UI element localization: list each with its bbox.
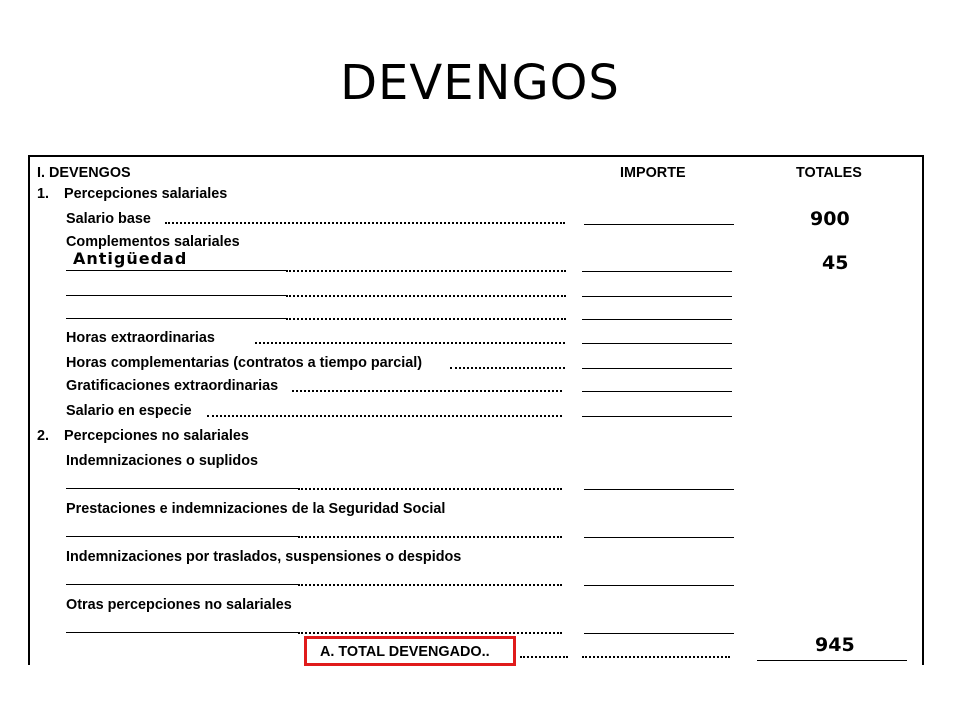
salario-base-total: 900 xyxy=(810,208,850,230)
group2-heading: Percepciones no salariales xyxy=(64,427,249,444)
importe-blank xyxy=(582,416,732,417)
importe-blank xyxy=(584,537,734,538)
leader-dots xyxy=(298,632,562,634)
indemnizaciones-suplidos-label: Indemnizaciones o suplidos xyxy=(66,452,259,469)
leader-dots xyxy=(286,295,566,297)
leader-dots xyxy=(582,656,730,658)
indemnizaciones-traslados-label: Indemnizaciones por traslados, suspensiones o despidos xyxy=(66,548,462,565)
group1-number: 1. xyxy=(37,185,50,202)
leader-dots xyxy=(520,656,568,658)
salario-especie-label: Salario en especie xyxy=(66,402,192,419)
blank-line xyxy=(66,584,298,585)
importe-blank xyxy=(584,585,734,586)
antiguedad-total: 45 xyxy=(822,252,849,274)
importe-blank xyxy=(584,489,734,490)
blank-line xyxy=(66,488,298,489)
importe-blank xyxy=(582,296,732,297)
importe-blank xyxy=(582,368,732,369)
leader-dots xyxy=(255,342,565,344)
blank-line xyxy=(66,295,286,296)
total-blank xyxy=(757,660,907,661)
leader-dots xyxy=(286,270,566,272)
leader-dots xyxy=(298,488,562,490)
group2-number: 2. xyxy=(37,427,50,444)
section-heading: I. DEVENGOS xyxy=(37,164,131,181)
importe-blank xyxy=(584,633,734,634)
form-top-border xyxy=(30,155,922,157)
antiguedad-label: Antigüedad xyxy=(73,249,188,268)
leader-dots xyxy=(292,390,562,392)
leader-dots xyxy=(207,415,562,417)
column-header-totales: TOTALES xyxy=(796,164,862,181)
blank-line xyxy=(66,632,298,633)
leader-dots xyxy=(450,367,565,369)
blank-line xyxy=(66,270,286,271)
slide-title: DEVENGOS xyxy=(340,55,620,111)
total-devengado-value: 945 xyxy=(815,634,855,656)
leader-dots xyxy=(298,536,562,538)
importe-blank xyxy=(582,271,732,272)
importe-blank xyxy=(582,319,732,320)
leader-dots xyxy=(286,318,566,320)
importe-blank xyxy=(582,343,732,344)
otras-label: Otras percepciones no salariales xyxy=(66,596,292,613)
horas-extra-label: Horas extraordinarias xyxy=(66,329,215,346)
gratificaciones-label: Gratificaciones extraordinarias xyxy=(66,377,279,394)
column-header-importe: IMPORTE xyxy=(620,164,686,181)
horas-complementarias-label: Horas complementarias (contratos a tiempo parcial) xyxy=(66,354,423,371)
importe-blank xyxy=(584,224,734,225)
total-devengado-label: A. TOTAL DEVENGADO.. xyxy=(320,643,490,660)
prestaciones-label: Prestaciones e indemnizaciones de la Seguridad Social xyxy=(66,500,446,517)
group1-heading: Percepciones salariales xyxy=(64,185,228,202)
complementos-label: Complementos salariales xyxy=(66,233,240,250)
leader-dots xyxy=(298,584,562,586)
salario-base-label: Salario base xyxy=(66,210,151,227)
leader-dots xyxy=(165,222,565,224)
importe-blank xyxy=(582,391,732,392)
blank-line xyxy=(66,318,286,319)
blank-line xyxy=(66,536,298,537)
